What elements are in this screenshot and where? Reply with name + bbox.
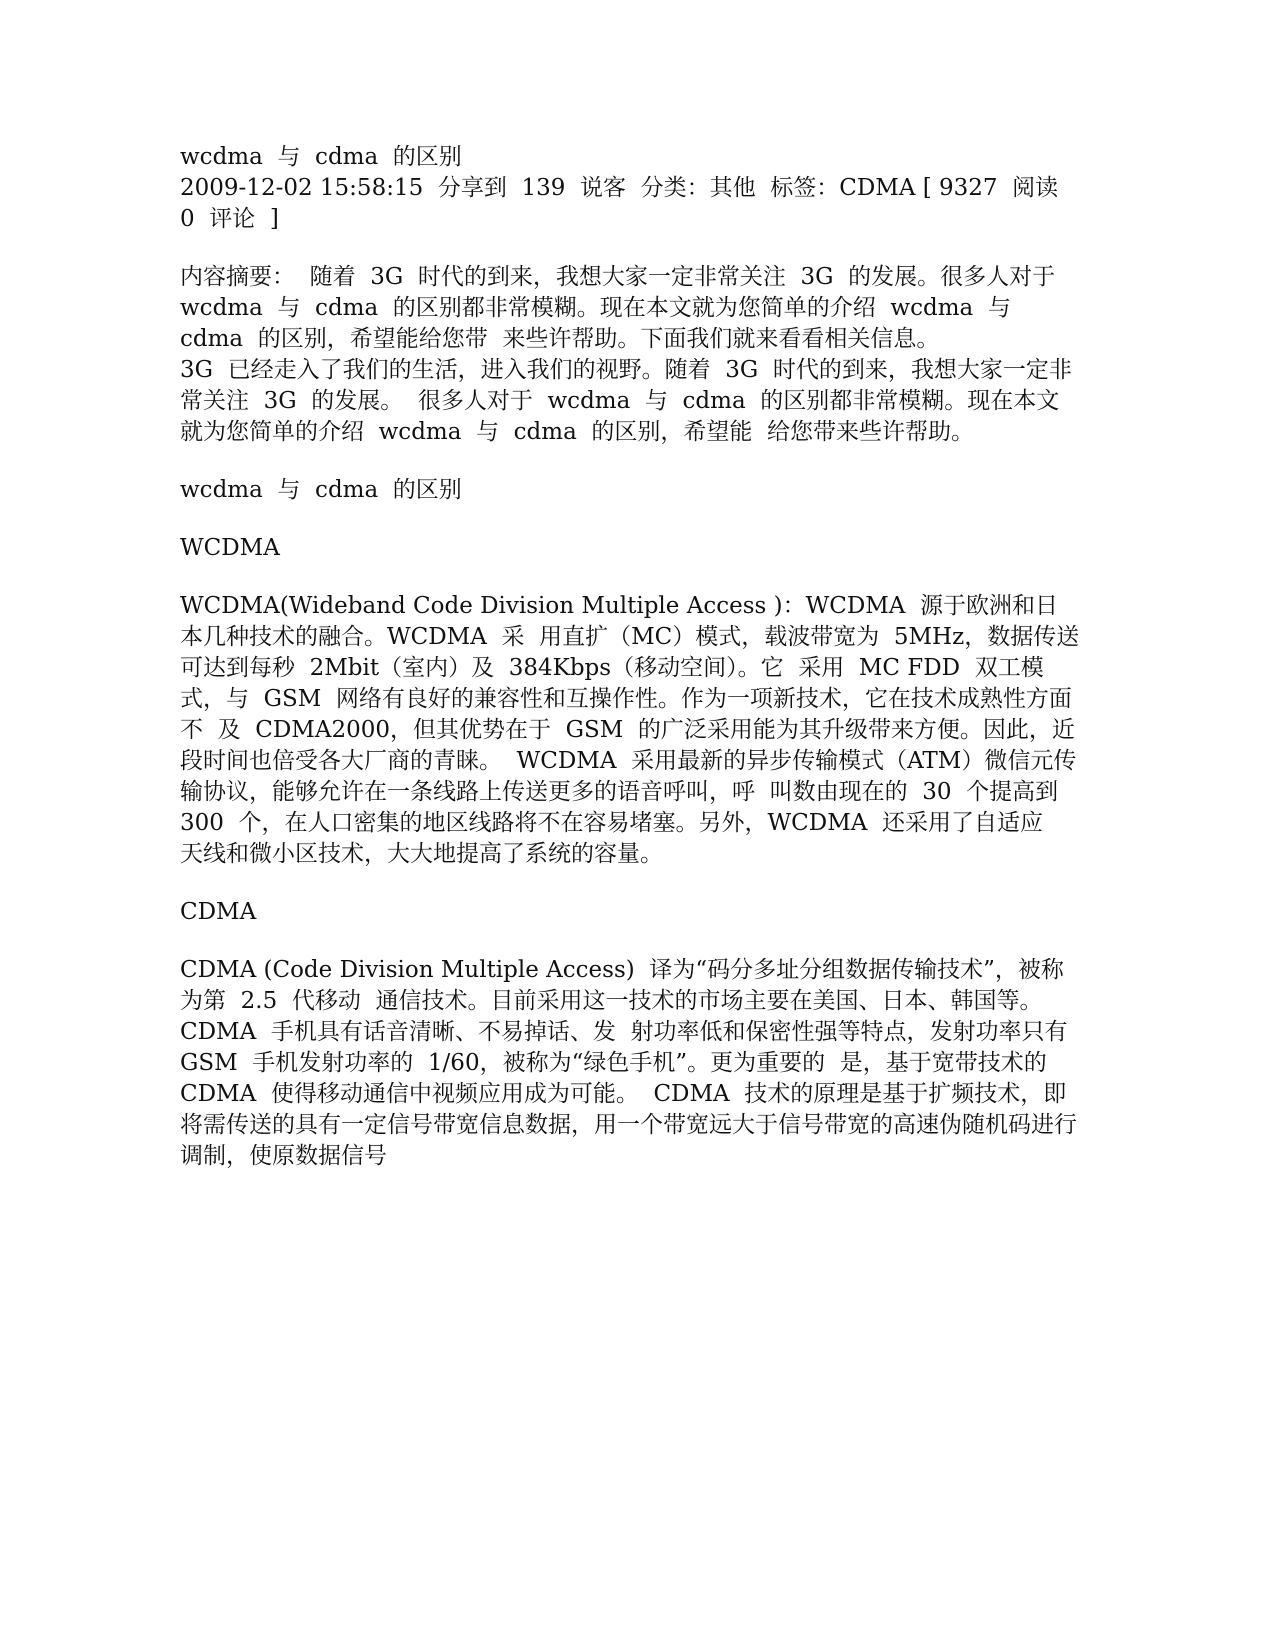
cdma-heading: CDMA: [180, 899, 257, 925]
summary-paragraph: 内容摘要： 随着 3G 时代的到来，我想大家一定非常关注 3G 的发展。很多人对于 wcdma 与 cdma 的区别都非常模糊。现在本文就为您简单的介绍 wcdma 与 cdma 的区别，希望能给您带 来些许帮助。下面我们就来看看相关信息。: [180, 264, 1070, 352]
intro-paragraph: 3G 已经走入了我们的生活，进入我们的视野。随着 3G 时代的到来，我想大家一定非常关注 3G 的发展。 很多人对于 wcdma 与 cdma 的区别都非常模糊。现在本文就为您简单的介绍 wcdma 与 cdma 的区别，希望能 给您带来些许帮助。: [180, 357, 1072, 445]
spacer: [180, 506, 1080, 533]
document-body: [180, 142, 1083, 1172]
wcdma-paragraph: WCDMA(Wideband Code Division Multiple Access )：WCDMA 源于欧洲和日本几种技术的融合。WCDMA 采 用直扩（MC）模式，载波带宽为 5MHz，数据传送可达到每秒 2Mbit（室内）及 384Kbps（移动空间）。它 采用 MC FDD 双工模式，与 GSM 网络有良好的兼容性和互操作性。作为一项新技术，它在技术成熟性方面不 及 CDMA2000，但其优势在于 GSM 的广泛采用能为其升级带来方便。因此，近段时间也倍受各大厂商的青睐。 WCDMA 采用最新的异步传输模式（ATM）微信元传输协议，能够允许在一条线路上传送更多的语音呼叫，呼 叫数由现在的 30 个提高到 300 个，在人口密集的地区线路将不在容易堵塞。另外，WCDMA 还采用了自适应 天线和微小区技术，大大地提高了系统的容量。: [180, 593, 1080, 867]
post-meta: 2009-12-02 15:58:15 分享到 139 说客 分类：其他 标签：CDMA [ 9327 阅读 0 评论 ]: [180, 175, 1073, 232]
document-title: wcdma 与 cdma 的区别: [180, 144, 462, 170]
spacer: [180, 564, 1080, 591]
spacer: [180, 448, 1080, 475]
spacer: [180, 870, 1080, 897]
wcdma-heading: WCDMA: [180, 535, 280, 561]
spacer: [180, 235, 1080, 262]
section-title: wcdma 与 cdma 的区别: [180, 477, 462, 503]
cdma-paragraph: CDMA (Code Division Multiple Access) 译为“码分多址分组数据传输技术”，被称为第 2.5 代移动 通信技术。目前采用这一技术的市场主要在美国、日本、韩国等。CDMA 手机具有话音清晰、不易掉话、发 射功率低和保密性强等特点，发射功率只有 GSM 手机发射功率的 1/60，被称为“绿色手机”。更为重要的 是，基于宽带技术的 CDMA 使得移动通信中视频应用成为可能。 CDMA 技术的原理是基于扩频技术，即将需传送的具有一定信号带宽信息数据，用一个带宽远大于信号带宽的高速伪随机码进行调制，使原数据信号: [180, 957, 1083, 1169]
spacer: [180, 928, 1080, 955]
